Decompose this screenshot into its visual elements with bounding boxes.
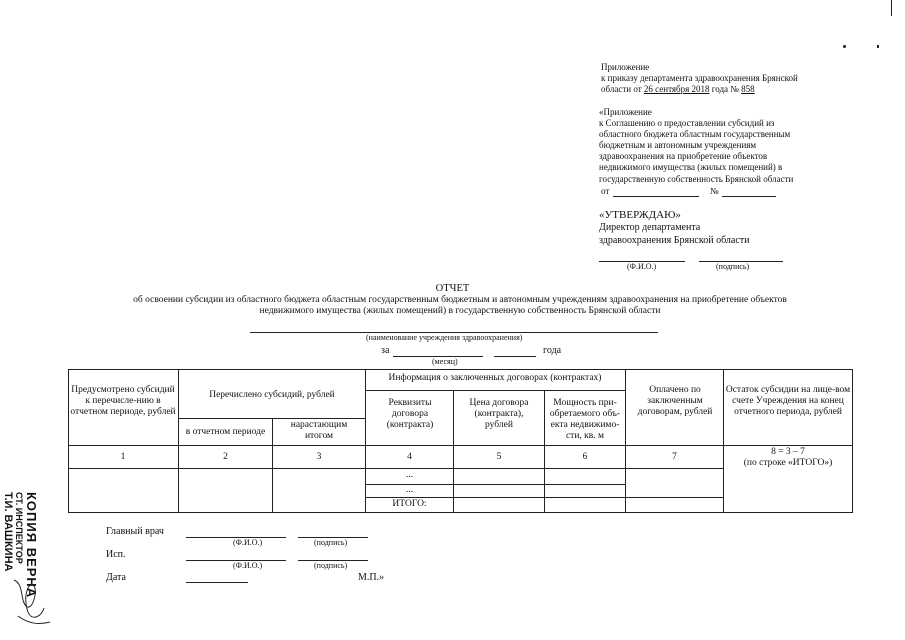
agreement-from-label: от <box>601 186 610 196</box>
table-rule <box>68 369 69 513</box>
header-contract-price: Цена договора (контракта), рублей <box>469 398 529 430</box>
table-rule <box>852 369 853 513</box>
approval-position: Директор департамента <box>599 222 701 233</box>
approval-fio-caption: (Ф.И.О.) <box>627 262 657 271</box>
executor-label: Исп. <box>106 549 126 560</box>
chief-doctor-label: Главный врач <box>106 526 164 537</box>
agreement-text: областного бюджета областным государственным <box>599 129 791 139</box>
chief-fio-caption: (Ф.И.О.) <box>233 538 263 547</box>
scan-mark <box>891 0 892 16</box>
header-capacity: Мощность при-обретаемого объ-екта недвижимо-сти, кв. м <box>549 398 621 441</box>
column-number: 6 <box>582 452 588 462</box>
column-number: 3 <box>316 452 322 462</box>
scan-mark <box>843 45 846 48</box>
agreement-title: «Приложение <box>599 107 652 117</box>
agreement-text: государственную собственность Брянской области <box>599 174 794 184</box>
column-number: 5 <box>496 452 502 462</box>
executor-sign-caption: (подпись) <box>314 561 348 570</box>
scan-mark <box>877 45 879 48</box>
period-year-blank <box>494 356 536 357</box>
ellipsis-row: ... <box>405 485 414 495</box>
column-number: 4 <box>407 452 412 462</box>
agreement-text: к Соглашению о предоставлении субсидий из <box>599 118 775 128</box>
seal-label: М.П.» <box>358 572 385 583</box>
column-number-formula: 8 = 3 – 7 <box>771 447 805 457</box>
agreement-number-label: № <box>710 186 719 196</box>
header-cumulative: нарастающим итогом <box>290 420 348 441</box>
order-date: 26 сентября 2018 <box>643 84 710 94</box>
column-number: 1 <box>120 452 126 462</box>
table-rule <box>178 369 179 513</box>
report-subtitle: об освоении субсидии из областного бюджета областным государственным бюджетным и автономным учреждениям здравоохранения на приобретение объектов <box>133 295 787 305</box>
report-title: ОТЧЕТ <box>435 283 470 294</box>
chief-sign-caption: (подпись) <box>314 538 348 547</box>
header-contract-requisites: Реквизиты договора (контракта) <box>386 398 434 430</box>
date-blank <box>186 582 248 583</box>
organization-caption: (наименование учреждения здравоохранения) <box>366 333 523 342</box>
agreement-number-blank <box>722 196 776 197</box>
header-in-period: в отчетном периоде <box>185 427 266 437</box>
agreement-date-blank <box>613 196 699 197</box>
table-rule <box>68 512 853 513</box>
report-subtitle: недвижимого имущества (жилых помещений) в государственную собственность Брянской области <box>259 306 661 316</box>
period-year-label: года <box>543 345 562 356</box>
column-number: 7 <box>672 452 677 462</box>
period-month-caption: (месяц) <box>432 357 458 366</box>
order-number: 858 <box>741 84 755 94</box>
column-number: 2 <box>223 452 228 462</box>
table-rule <box>723 369 724 513</box>
header-paid: Оплачено по заключенным договорам, рублей <box>637 385 713 417</box>
annex-order-ref: к приказу департамента здравоохранения Брянской <box>601 73 798 83</box>
approval-title: «УТВЕРЖДАЮ» <box>599 209 681 221</box>
agreement-text: недвижимого имущества (жилых помещений) в <box>599 162 783 172</box>
agreement-text: бюджетным и автономным учреждениям <box>599 140 757 150</box>
agreement-text: здравоохранения на приобретение объектов <box>599 151 768 161</box>
header-balance: Остаток субсидии на лице-вом счете Учреждения на конец отчетного периода, рублей <box>725 385 851 417</box>
table-rule <box>68 445 853 446</box>
table-rule <box>68 369 853 370</box>
approval-department: здравоохранения Брянской области <box>599 235 750 246</box>
total-row-label: ИТОГО: <box>392 499 427 509</box>
annex-order-date-line: области от 26 сентября 2018 года № 858 <box>601 84 755 94</box>
table-rule <box>625 369 626 513</box>
header-planned-subsidy: Предусмотрено субсидий к перечисле-нию в отчетном периоде, рублей <box>70 385 176 417</box>
header-contracts-info: Информация о заключенных договорах (контрактах) <box>388 373 602 383</box>
executor-fio-caption: (Ф.И.О.) <box>233 561 263 570</box>
handwritten-signature <box>8 572 58 632</box>
column-number-note: (по строке «ИТОГО») <box>743 458 833 468</box>
header-transferred: Перечислено субсидий, рублей <box>209 390 335 400</box>
table-rule <box>365 390 625 391</box>
report-table <box>68 369 853 513</box>
annex-title: Приложение <box>601 62 650 72</box>
period-for-label: за <box>381 345 390 356</box>
ellipsis-row: ... <box>405 470 414 480</box>
date-label: Дата <box>106 572 126 583</box>
copy-certified-stamp: КОПИЯ ВЕРНА СТ. ИНСПЕКТОР Т.И. ВАШКИНА <box>2 492 39 599</box>
approval-sign-caption: (подпись) <box>716 262 750 271</box>
